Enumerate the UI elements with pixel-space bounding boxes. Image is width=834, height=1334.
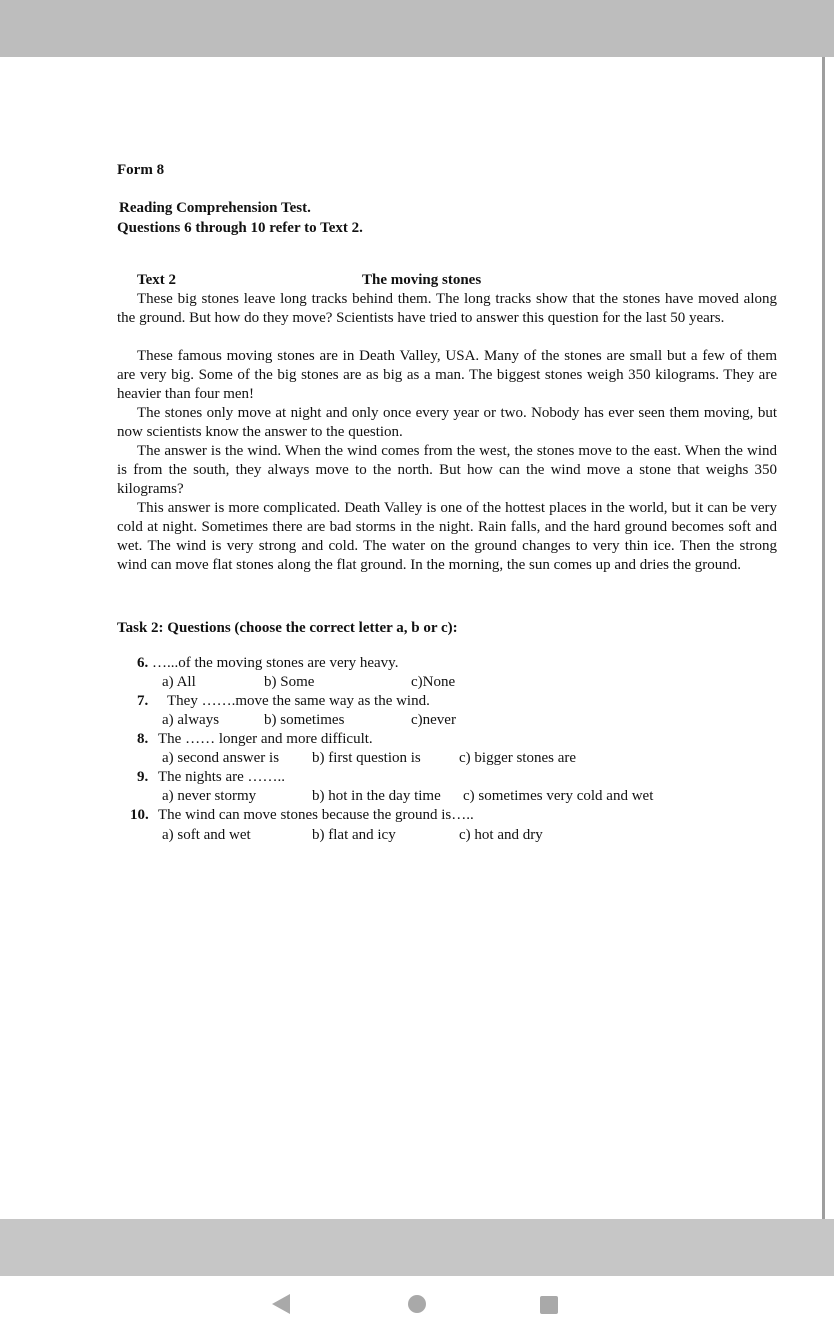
home-circle-icon[interactable]: [408, 1295, 426, 1313]
option-c: c) hot and dry: [459, 827, 543, 843]
scrollbar[interactable]: [822, 57, 825, 1219]
question-number: 8.: [137, 731, 149, 747]
option-b: b) hot in the day time: [312, 788, 441, 804]
question-text: The …… longer and more difficult.: [158, 731, 373, 747]
text-title: The moving stones: [362, 272, 482, 288]
question-text: …...of the moving stones are very heavy.: [152, 655, 399, 671]
option-a: a) All: [162, 674, 196, 690]
questions-reference: Questions 6 through 10 refer to Text 2.: [117, 220, 363, 236]
question-text: The nights are ……..: [158, 769, 286, 785]
option-b: b) first question is: [312, 750, 421, 766]
paragraph-5: This answer is more complicated. Death Valley is one of the hottest places in the world, but it can be very cold at night. Sometimes there are bad storms in the night. Rain falls, and the hard ground becomes soft and wet. The wind is very strong and cold. The water on the ground changes to very thin ice. Then the strong wind can move flat stones along the flat ground. In the morning, the sun comes up and dries the ground.: [117, 500, 777, 574]
option-c: c)never: [411, 712, 456, 728]
question-number: 7.: [137, 693, 149, 709]
form-label: Form 8: [117, 162, 165, 178]
question-number: 6.: [137, 655, 149, 671]
paragraph-1: These big stones leave long tracks behind them. The long tracks show that the stones have moved along the ground. But how do they move? Scientists have tried to answer this question for the last 50 years.: [117, 291, 777, 327]
back-triangle-icon[interactable]: [272, 1294, 290, 1314]
option-b: b) sometimes: [264, 712, 345, 728]
option-c: c) bigger stones are: [459, 750, 577, 766]
option-b: b) flat and icy: [312, 827, 396, 843]
test-title: Reading Comprehension Test.: [119, 200, 311, 216]
option-c: c) sometimes very cold and wet: [463, 788, 654, 804]
option-b: b) Some: [264, 674, 315, 690]
text-label: Text 2: [137, 272, 177, 288]
option-a: a) second answer is: [162, 750, 280, 766]
option-a: a) soft and wet: [162, 827, 251, 843]
paragraph-2: These famous moving stones are in Death Valley, USA. Many of the stones are small but a few of them are very big. Some of the big stones are as big as a man. The biggest stones weigh 350 kilograms. They are heavier than four men!: [117, 348, 777, 403]
task-heading: Task 2: Questions (choose the correct letter a, b or c):: [117, 620, 458, 636]
option-a: a) always: [162, 712, 220, 728]
option-c: c)None: [411, 674, 456, 690]
paragraph-3: The stones only move at night and only once every year or two. Nobody has ever seen them moving, but now scientists know the answer to the question.: [117, 405, 777, 441]
question-number: 9.: [137, 769, 149, 785]
viewer-top-bar: [0, 0, 834, 57]
paragraph-4: The answer is the wind. When the wind comes from the west, the stones move to the east. When the wind is from the south, they always move to the north. But how can the wind move a stone that weighs 350 kilograms?: [117, 443, 777, 498]
viewer-bottom-bar: [0, 1219, 834, 1276]
recents-square-icon[interactable]: [540, 1296, 558, 1314]
question-text: The wind can move stones because the ground is…..: [158, 807, 474, 823]
option-a: a) never stormy: [162, 788, 257, 804]
question-text: They …….move the same way as the wind.: [167, 693, 430, 709]
question-number: 10.: [130, 807, 149, 823]
